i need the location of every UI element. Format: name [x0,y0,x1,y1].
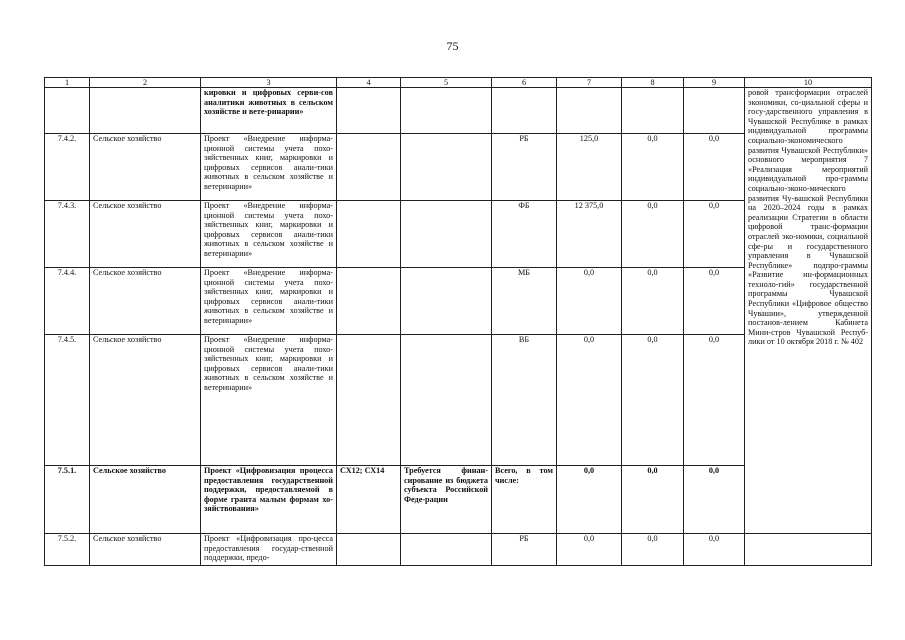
value-cell: 0,0 [622,201,684,268]
value-cell: 0,0 [622,466,684,534]
project-cell: Проект «Цифровизация про-цесса предоставления государ-ственной поддержки, предо- [201,534,337,566]
sector-cell: Сельское хозяйство [90,268,201,335]
value-cell: 0,0 [557,466,622,534]
value-cell: 0,0 [684,134,745,201]
value-cell: 0,0 [622,335,684,466]
source-cell [401,201,492,268]
code-cell [337,134,401,201]
value-cell: 12 375,0 [557,201,622,268]
value-cell: 0,0 [622,268,684,335]
column-header: 9 [684,78,745,88]
project-cell: кировки и цифровых серви-сов аналитики животных в сельском хозяйстве и вете-ринарии» [201,88,337,134]
value-cell: 0,0 [684,466,745,534]
value-cell: 0,0 [684,534,745,566]
value-cell: 0,0 [622,134,684,201]
row-id: 7.5.1. [45,466,90,534]
row-id: 7.4.5. [45,335,90,466]
value-cell: 125,0 [557,134,622,201]
sector-cell: Сельское хозяйство [90,335,201,466]
note-cell-empty [745,534,872,566]
note-cell: ровой трансформации отраслей экономики, со-циальной сферы и госу-дарственного управления в Чувашской Республике в рамках индивидуальной программы социально-экономического развития Чувашской Республики» основного мероприятия 7 «Реализация мероприятий индивидуальной про-граммы социально-эконо-мического развития Чу-вашской Республики на 2020–2024 годы в рамках реализации Стратегии в области цифровой транс-формации отраслей эко-номики, социальной сфе-ры и государственного управления в Чувашской Республике» подпро-граммы «Развитие ин-формационных техноло-гий» государственной программы Чувашской Республики «Цифровое общество Чувашии», утвержденной постанов-лением Кабинета Мини-стров Чувашской Респуб-лики от 10 октября 2018 г. № 402 [745,88,872,534]
value-cell: 0,0 [557,268,622,335]
row-id: 7.4.3. [45,201,90,268]
column-header: 8 [622,78,684,88]
column-number-row [45,78,872,88]
source-cell [401,335,492,466]
project-cell: Проект «Внедрение информа-ционной системы учета похо-зяйственных книг, маркировки и цифровых сервисов анали-тики животных в сельском хозяйстве и ветеринарии» [201,201,337,268]
budget-cell: ВБ [492,335,557,466]
source-cell: Требуется финан-сирование из бюджета субъекта Российской Феде-рации [401,466,492,534]
code-cell: СХ12; СХ14 [337,466,401,534]
value-cell: 0,0 [622,534,684,566]
value-cell: 0,0 [557,534,622,566]
budget-table [44,77,872,566]
row-id: 7.4.4. [45,268,90,335]
value-cell: 0,0 [684,335,745,466]
sector-cell: Сельское хозяйство [90,134,201,201]
row-id: 7.5.2. [45,534,90,566]
column-header: 4 [337,78,401,88]
page-number: 75 [446,39,459,53]
value-cell: 0,0 [684,268,745,335]
column-header: 7 [557,78,622,88]
table-row [45,88,872,134]
sector-cell: Сельское хозяйство [90,534,201,566]
source-cell [401,534,492,566]
value-cell: 0,0 [557,335,622,466]
budget-cell: ФБ [492,201,557,268]
budget-cell: МБ [492,268,557,335]
source-cell [401,268,492,335]
code-cell [337,335,401,466]
budget-cell: Всего, в том числе: [492,466,557,534]
column-header: 3 [201,78,337,88]
budget-cell: РБ [492,134,557,201]
sector-cell: Сельское хозяйство [90,466,201,534]
row-id: 7.4.2. [45,134,90,201]
column-header: 5 [401,78,492,88]
code-cell [337,534,401,566]
project-cell: Проект «Внедрение информа-ционной системы учета похо-зяйственных книг, маркировки и цифровых сервисов анали-тики животных в сельском хозяйстве и ветеринарии» [201,268,337,335]
column-header: 10 [745,78,872,88]
project-cell: Проект «Внедрение информа-ционной системы учета похо-зяйственных книг, маркировки и цифровых сервисов анали-тики животных в сельском хозяйстве и ветеринарии» [201,134,337,201]
project-cell: Проект «Внедрение информа-ционной системы учета похо-зяйственных книг, маркировки и цифровых сервисов анали-тики животных в сельском хозяйстве и ветеринарии» [201,335,337,466]
column-header: 1 [45,78,90,88]
source-cell [401,134,492,201]
code-cell [337,201,401,268]
value-cell: 0,0 [684,201,745,268]
column-header: 2 [90,78,201,88]
column-header: 6 [492,78,557,88]
code-cell [337,268,401,335]
budget-cell: РБ [492,534,557,566]
sector-cell: Сельское хозяйство [90,201,201,268]
project-cell: Проект «Цифровизация процесса предоставления государственной поддержки, предоставляемой в форме гранта малым формам хо-зяйствования» [201,466,337,534]
table-row [45,534,872,566]
